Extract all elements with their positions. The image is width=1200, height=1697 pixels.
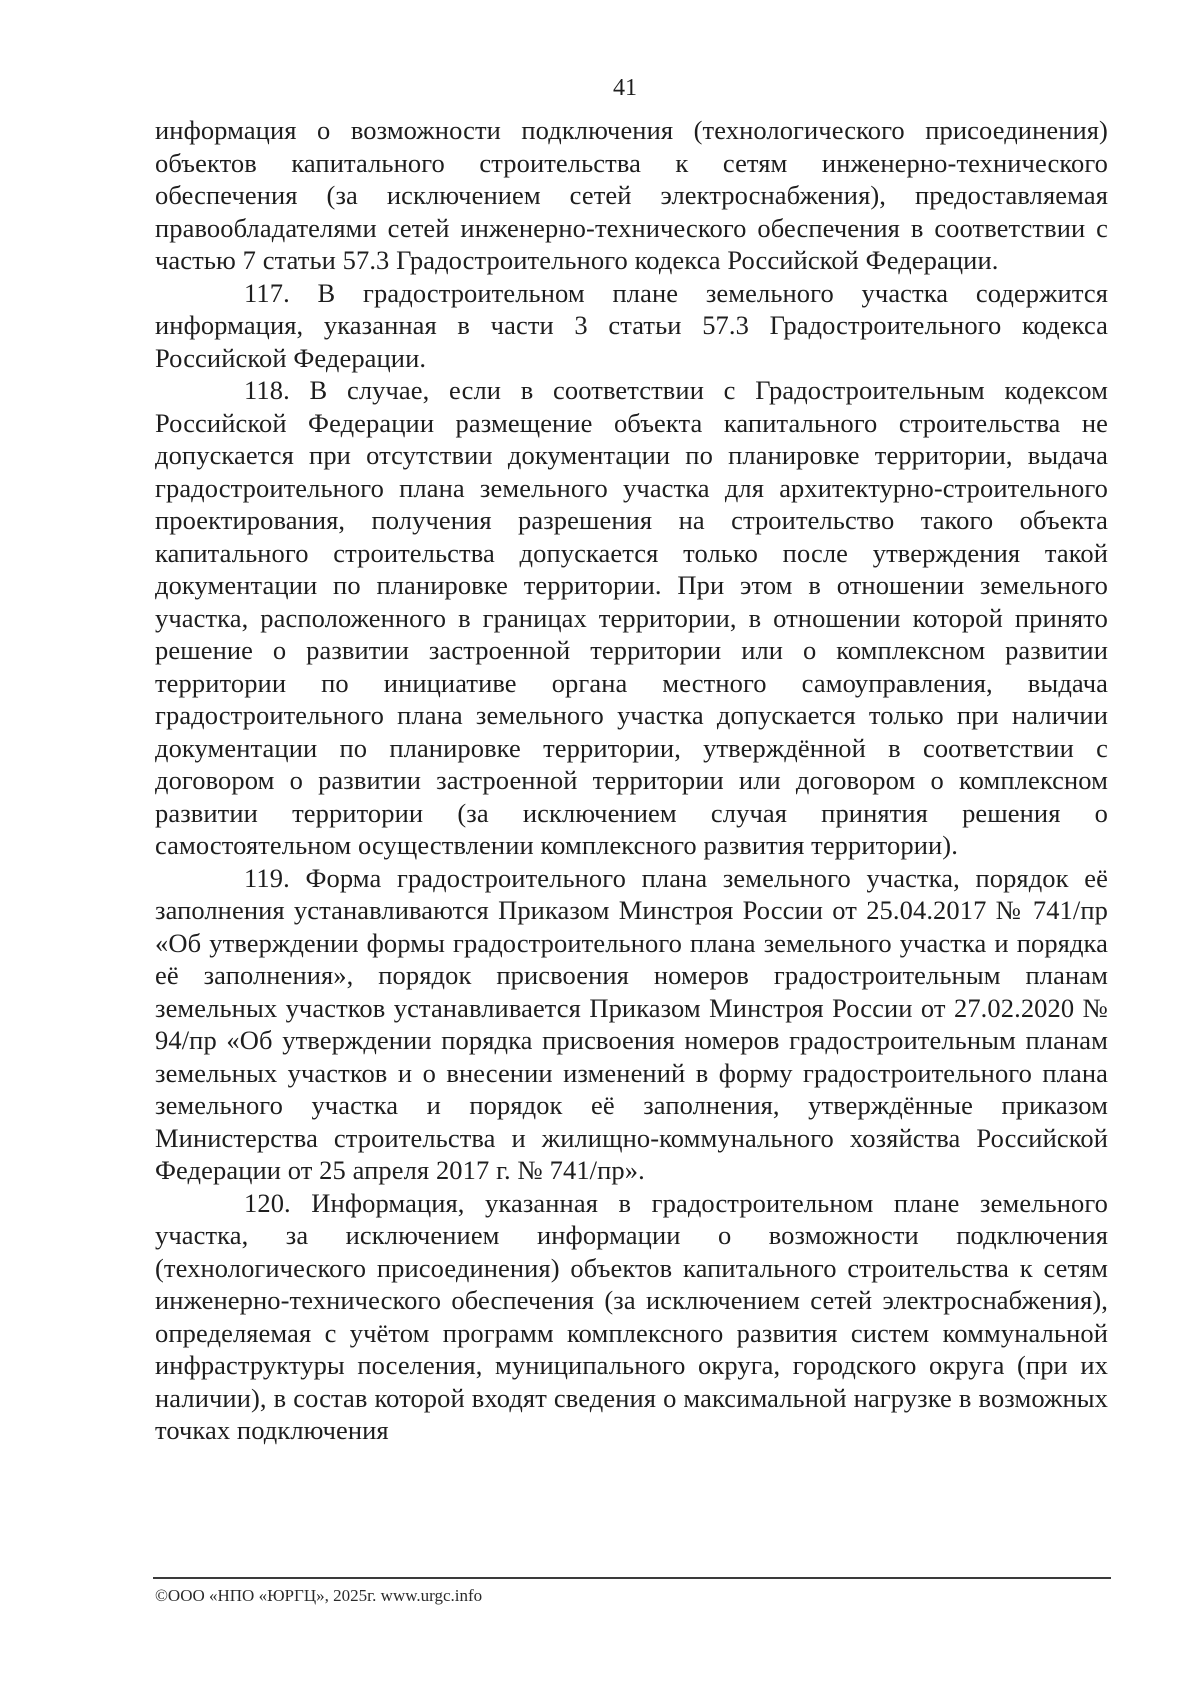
- page-number: 41: [613, 75, 637, 101]
- paragraph-118: 118. В случае, если в соответствии с Градостроительным кодексом Российской Федерации размещение объекта капитального строительства не допускается при отсутствии документации по планировке территории, выдача градостроительного плана земельного участка для архитектурно-строительного проектирования, получения разрешения на строительство такого объекта капитального строительства допускается только после утверждения такой документации по планировке территории. При этом в отношении земельного участка, расположенного в границах территории, в отношении которой принято решение о развитии застроенной территории или о комплексном развитии территории по инициативе органа местного самоуправления, выдача градостроительного плана земельного участка допускается только при наличии документации по планировке территории, утверждённой в соответствии с договором о развитии застроенной территории или договором о комплексном развитии территории (за исключением случая принятия решения о самостоятельном осуществлении комплексного развития территории).: [155, 375, 1108, 860]
- document-body: [155, 114, 1108, 1447]
- footer-copyright: ©ООО «НПО «ЮРГЦ», 2025г. www.urgc.info: [155, 1586, 483, 1605]
- paragraph-continuation: информация о возможности подключения (технологического присоединения) объектов капитального строительства к сетям инженерно-технического обеспечения (за исключением сетей электроснабжения), предоставляемая правообладателями сетей инженерно-технического обеспечения в соответствии с частью 7 статьи 57.3 Градостроительного кодекса Российской Федерации.: [155, 115, 1108, 275]
- footer-divider: [153, 1577, 1111, 1579]
- paragraph-120: 120. Информация, указанная в градостроительном плане земельного участка, за исключением информации о возможности подключения (технологического присоединения) объектов капитального строительства к сетям инженерно-технического обеспечения (за исключением сетей электроснабжения), определяемая с учётом программ комплексного развития систем коммунальной инфраструктуры поселения, муниципального округа, городского округа (при их наличии), в состав которой входят сведения о максимальной нагрузке в возможных точках подключения: [155, 1187, 1108, 1445]
- paragraph-117: 117. В градостроительном плане земельного участка содержится информация, указанная в части 3 статьи 57.3 Градостроительного кодекса Российской Федерации.: [155, 277, 1108, 373]
- paragraph-119: 119. Форма градостроительного плана земельного участка, порядок её заполнения устанавливаются Приказом Минстроя России от 25.04.2017 № 741/пр «Об утверждении формы градостроительного плана земельного участка и порядка её заполнения», порядок присвоения номеров градостроительным планам земельных участков устанавливается Приказом Минстроя России от 27.02.2020 № 94/пр «Об утверждении порядка присвоения номеров градостроительным планам земельных участков и о внесении изменений в форму градостроительного плана земельного участка и порядок её заполнения, утверждённые приказом Министерства строительства и жилищно-коммунального хозяйства Российской Федерации от 25 апреля 2017 г. № 741/пр».: [155, 862, 1108, 1185]
